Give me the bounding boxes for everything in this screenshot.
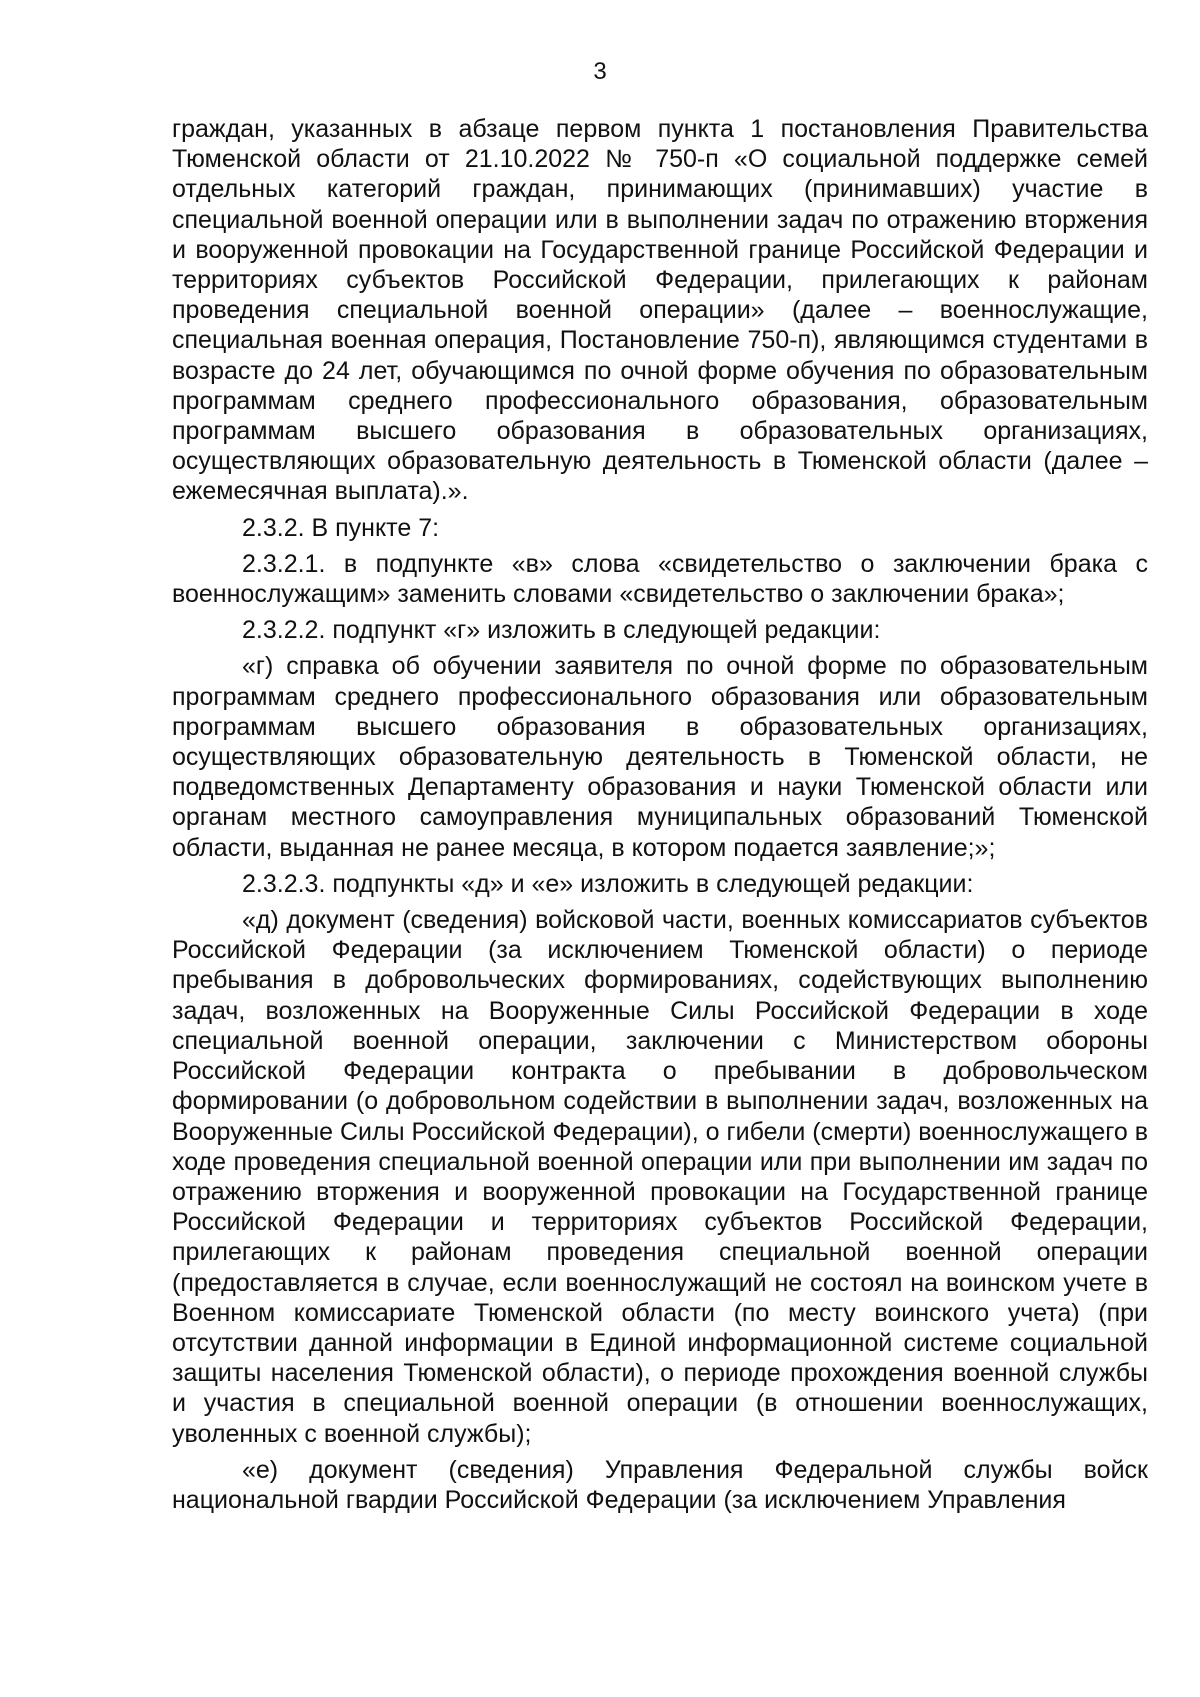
paragraph-continuation: граждан, указанных в абзаце первом пункта 1 постановления Правительства Тюменской области от 21.10.2022 № 750-п «О социальной поддержке семей отдельных категорий граждан, принимающих (принимавших) участие в специальной военной операции или в выполнении задач по отражению вторжения и вооруженной провокации на Государственной границе Российской Федерации и территориях субъектов Российской Федерации, прилегающих к районам проведения специальной военной операции» (далее – военнослужащие, специальная военная операция, Постановление 750-п), являющимся студентами в возрасте до 24 лет, обучающимся по очной форме обучения по образовательным программам среднего профессионального образования, образовательным программам высшего образования в образовательных организациях, осуществляющих образовательную деятельность в Тюменской области (далее – ежемесячная выплата).». xyxy=(172,115,1148,506)
page-number: 3 xyxy=(593,58,607,85)
paragraph-2-3-2: 2.3.2. В пункте 7: xyxy=(242,513,440,542)
paragraph-2-3-2-1: 2.3.2.1. в подпункте «в» слова «свидетельство о заключении брака с военнослужащим» заменить словами «свидетельство о заключении брака»; xyxy=(172,549,1148,609)
paragraph-2-3-2-3: 2.3.2.3. подпункты «д» и «е» изложить в следующей редакции: xyxy=(242,869,974,898)
document-body xyxy=(172,114,1148,1515)
paragraph-2-3-2-2: 2.3.2.2. подпункт «г» изложить в следующей редакции: xyxy=(242,616,881,645)
paragraph-subitem-d: «д) документ (сведения) войсковой части, военных комиссариатов субъектов Российской Федерации (за исключением Тюменской области) о периоде пребывания в добровольческих формированиях, содействующих выполнению задач, возложенных на Вооруженные Силы Российской Федерации в ходе специальной военной операции, заключении с Министерством обороны Российской Федерации контракта о пребывании в добровольческом формировании (о добровольном содействии в выполнении задач, возложенных на Вооруженные Силы Российской Федерации), о гибели (смерти) военнослужащего в ходе проведения специальной военной операции или при выполнении им задач по отражению вторжения и вооруженной провокации на Государственной границе Российской Федерации и территориях субъектов Российской Федерации, прилегающих к районам проведения специальной военной операции (предоставляется в случае, если военнослужащий не состоял на воинском учете в Военном комиссариате Тюменской области (по месту воинского учета) (при отсутствии данной информации в Единой информационной системе социальной защиты населения Тюменской области), о периоде прохождения военной службы и участия в специальной военной операции (в отношении военнослужащих, уволенных с военной службы); xyxy=(172,906,1148,1448)
paragraph-subitem-g: «г) справка об обучении заявителя по очной форме по образовательным программам среднего профессионального образования или образовательным программам высшего образования в образовательных организациях, осуществляющих образовательную деятельность в Тюменской области, не подведомственных Департаменту образования и науки Тюменской области или органам местного самоуправления муниципальных образований Тюменской области, выданная не ранее месяца, в котором подается заявление;»; xyxy=(172,652,1148,862)
paragraph-subitem-e: «е) документ (сведения) Управления Федеральной службы войск национальной гвардии Российской Федерации (за исключением Управления xyxy=(172,1455,1148,1514)
